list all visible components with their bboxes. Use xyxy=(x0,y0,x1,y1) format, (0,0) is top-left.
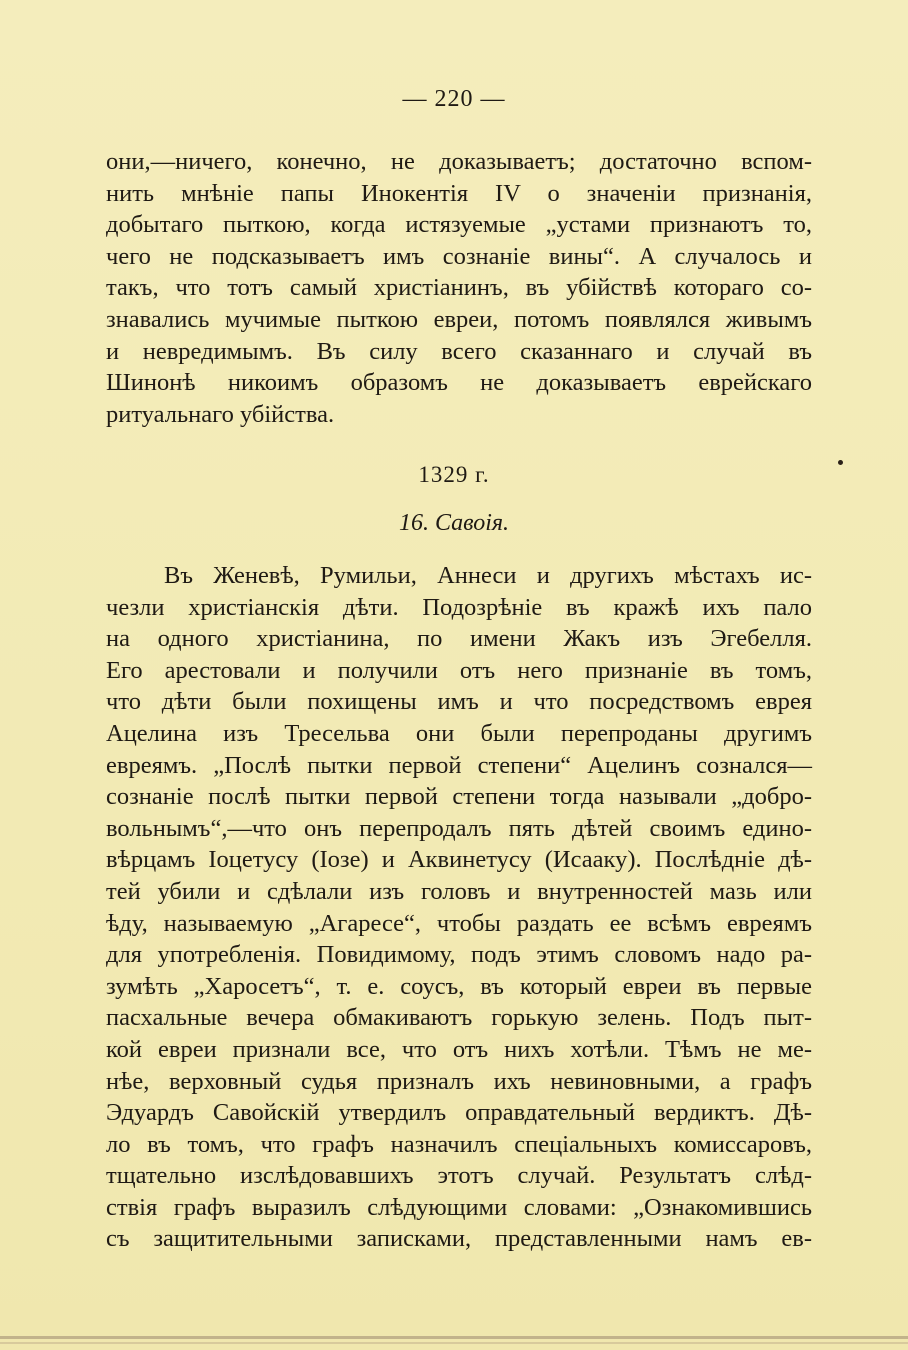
text-line: евреямъ. „Послѣ пытки первой степени“ Ацелинъ сознался— xyxy=(106,751,812,779)
text-line: Его арестовали и получили отъ него признаніе въ томъ, xyxy=(106,656,812,684)
text-line: на одного христіанина, по имени Жакъ изъ Эгебелля. xyxy=(106,625,812,653)
print-speck xyxy=(838,460,843,465)
text-line: нить мнѣніе папы Инокентія IV о значеніи признанія, xyxy=(106,179,812,207)
text-line: знавались мучимые пыткою евреи, потомъ появлялся живымъ xyxy=(106,305,812,333)
paragraph-2 xyxy=(106,560,812,1255)
paragraph-1 xyxy=(106,146,812,430)
text-line: вольнымъ“,—что онъ перепродалъ пять дѣтей своимъ едино- xyxy=(106,814,812,842)
text-line: Въ Женевѣ, Румильи, Аннеси и другихъ мѣстахъ ис- xyxy=(164,562,812,589)
page-edge-shadow xyxy=(0,1342,908,1344)
text-line: тей убили и сдѣлали изъ головъ и внутренностей мазь или xyxy=(106,877,812,905)
text-line: Эдуардъ Савойскій утвердилъ оправдательный вердиктъ. Дѣ- xyxy=(106,1099,812,1127)
page-number: — 220 — xyxy=(402,86,506,112)
text-line: вѣрцамъ Іоцетусу (Іозе) и Аквинетусу (Исааку). Послѣдніе дѣ- xyxy=(106,846,812,874)
text-line: они,—ничего, конечно, не доказываетъ; достаточно вспом- xyxy=(106,148,812,175)
text-line: нѣе, верховный судья призналъ ихъ невиновными, а графъ xyxy=(106,1067,812,1095)
text-line: Шинонѣ никоимъ образомъ не доказываетъ еврейскаго xyxy=(106,369,812,397)
text-line: съ защитительными записками, представленными намъ ев- xyxy=(106,1225,812,1253)
text-line: чего не подсказываетъ имъ сознаніе вины“. А случалось и xyxy=(106,242,812,270)
section-title: 16. Савоія. xyxy=(398,510,510,536)
text-line: что дѣти были похищены имъ и что посредствомъ еврея xyxy=(106,688,812,716)
text-line: зумѣть „Харосетъ“, т. е. соусъ, въ который евреи въ первые xyxy=(106,972,812,1000)
text-line: пасхальные вечера обмакиваютъ горькую зелень. Подъ пыт- xyxy=(106,1004,812,1032)
year-heading: 1329 г. xyxy=(418,462,490,487)
text-line: ло въ томъ, что графъ назначилъ спеціальныхъ комиссаровъ, xyxy=(106,1130,812,1158)
text-line: добытаго пыткою, когда истязуемые „устами признаютъ то, xyxy=(106,211,812,239)
text-line: чезли христіанскія дѣти. Подозрѣніе въ кражѣ ихъ пало xyxy=(106,593,812,621)
page-edge-line xyxy=(0,1336,908,1339)
text-line: кой евреи признали все, что отъ нихъ хотѣли. Тѣмъ не ме- xyxy=(106,1035,812,1063)
text-line: и невредимымъ. Въ силу всего сказаннаго и случай въ xyxy=(106,337,812,365)
text-line: ритуальнаго убійства. xyxy=(106,400,335,428)
text-line: ѣду, называемую „Агаресе“, чтобы раздать ее всѣмъ евреямъ xyxy=(106,909,812,937)
text-line: тщательно изслѣдовавшихъ этотъ случай. Результатъ слѣд- xyxy=(106,1162,812,1190)
text-line: Ацелина изъ Тресельва они были перепроданы другимъ xyxy=(106,719,812,747)
text-line: для употребленія. Повидимому, подъ этимъ словомъ надо ра- xyxy=(106,941,812,969)
text-line: ствія графъ выразилъ слѣдующими словами: „Ознакомившись xyxy=(106,1193,812,1221)
text-line: сознаніе послѣ пытки первой степени тогда называли „добро- xyxy=(106,783,812,811)
text-line: такъ, что тотъ самый христіанинъ, въ убійствѣ котораго со- xyxy=(106,274,812,302)
